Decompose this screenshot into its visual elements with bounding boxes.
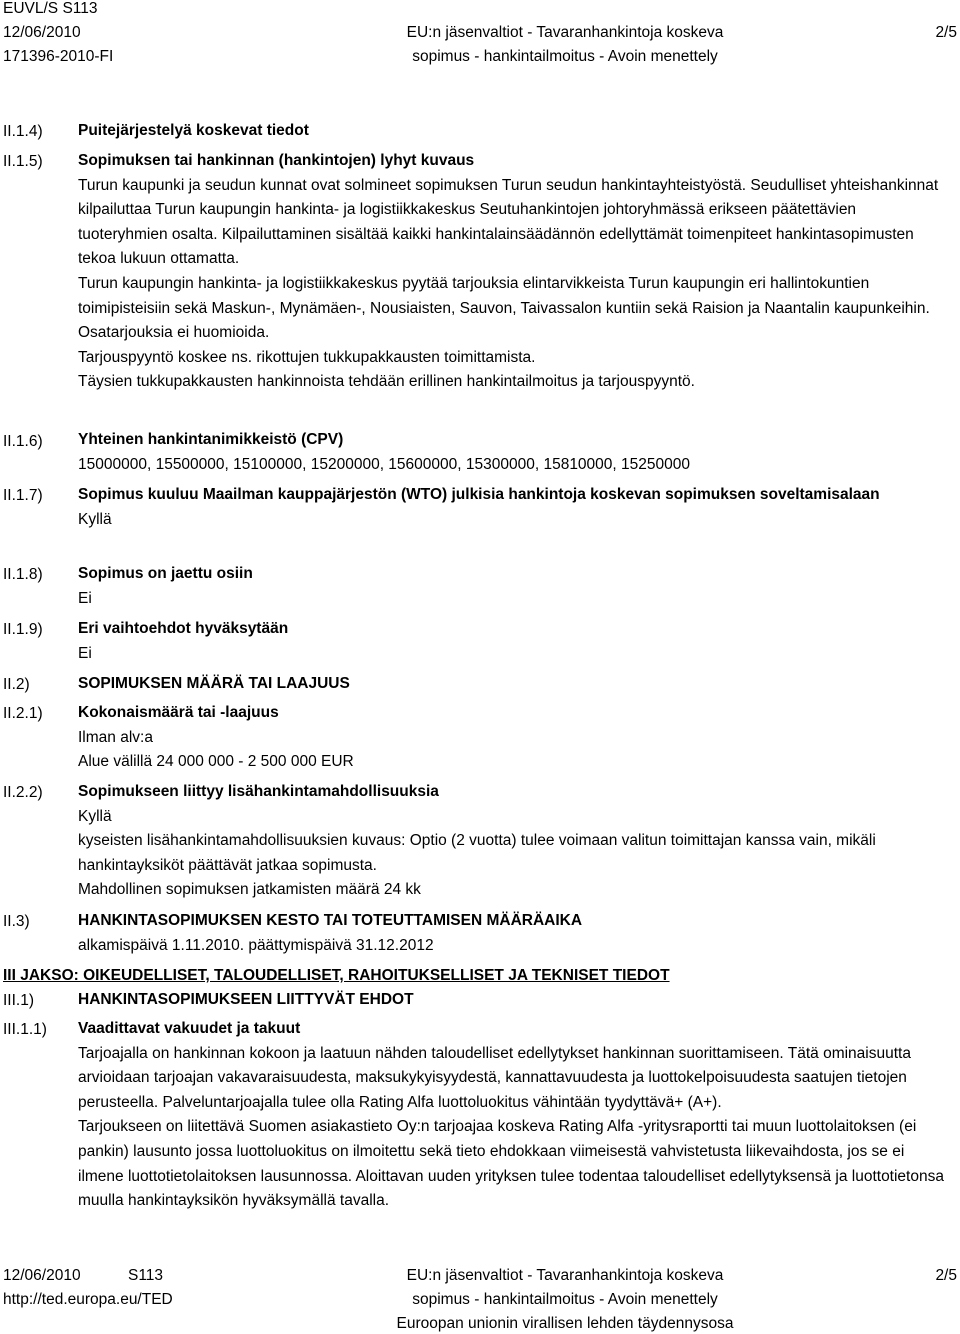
cpv-codes: 15000000, 15500000, 15100000, 15200000, 15600000, 15300000, 15810000, 15250000 [78, 455, 690, 473]
section-value: Ilman alv:a [78, 728, 153, 746]
section-body [78, 780, 948, 903]
section-body [78, 701, 948, 775]
section-heading: HANKINTASOPIMUKSEN KESTO TAI TOTEUTTAMISEN MÄÄRÄAIKA [78, 912, 583, 929]
section-body [78, 428, 948, 477]
footer-title-line1: EU:n jäsenvaltiot - Tavaranhankintoja koskeva [406, 1267, 724, 1284]
section-body [78, 909, 948, 958]
section-number: II.2.1) [3, 705, 43, 722]
section-number: II.1.5) [3, 153, 43, 170]
section-number: II.2.2) [3, 784, 43, 801]
section-number: II.1.4) [3, 123, 43, 140]
section-heading: Sopimukseen liittyy lisähankintamahdollisuuksia [78, 783, 439, 800]
footer-date: 12/06/2010 [3, 1267, 81, 1284]
section-heading: Kokonaismäärä tai -laajuus [78, 704, 279, 721]
section-number: II.1.7) [3, 487, 43, 504]
paragraph: Täysien tukkupakkausten hankinnoista tehdään erillinen hankintailmoitus ja tarjouspyyntö. [78, 373, 695, 391]
paragraph: Tarjoukseen on liitettävä Suomen asiakastieto Oy:n tarjoajaa koskeva Rating Alfa -yritysraportti tai muun luottolaitoksen (ei pankin) lausunto jossa luottoluokitus on ilmoitettu sekä tieto ehdokkaan viimeisestä vahvistetusta liikevaihdosta, jos se ei ilmene luottotietolaitoksen lausunnossa. Aloittavan uuden yrityksen tulee todentaa taloudelliset edellytyksensä ja luottotietonsa muulla hankintayksikön hyväksymällä tavalla. [78, 1118, 944, 1210]
section-value: Kyllä [78, 807, 112, 825]
header-title-line1: EU:n jäsenvaltiot - Tavaranhankintoja koskeva [406, 24, 724, 41]
paragraph: Osatarjouksia ei huomioida. [78, 324, 270, 342]
footer-url[interactable]: http://ted.europa.eu/TED [3, 1291, 173, 1308]
section-body [78, 149, 948, 395]
footer-title-line2: sopimus - hankintailmoitus - Avoin menettely [412, 1291, 718, 1308]
section-number: III.1.1) [3, 1021, 47, 1038]
header-ref: 171396-2010-FI [3, 48, 114, 65]
section-heading: Eri vaihtoehdot hyväksytään [78, 620, 289, 637]
section-body [78, 617, 948, 666]
header-date: 12/06/2010 [3, 24, 81, 41]
footer-page-number: 2/5 [935, 1267, 957, 1284]
section-body [78, 562, 948, 611]
section-value: alkamispäivä 1.11.2010. päättymispäivä 31.12.2012 [78, 936, 434, 954]
section-number: III.1) [3, 992, 35, 1009]
section-value: Ei [78, 644, 92, 662]
section-heading: Puitejärjestelyä koskevat tiedot [78, 122, 309, 139]
footer-title-line3: Euroopan unionin virallisen lehden täydennysosa [396, 1315, 734, 1332]
section-heading: Sopimuksen tai hankinnan (hankintojen) lyhyt kuvaus [78, 152, 475, 169]
footer-series: S113 [128, 1267, 164, 1284]
section-heading: SOPIMUKSEN MÄÄRÄ TAI LAAJUUS [78, 675, 350, 692]
section-number: II.2) [3, 676, 30, 693]
header-title-line2: sopimus - hankintailmoitus - Avoin menettely [412, 48, 718, 65]
paragraph: Turun kaupungin hankinta- ja logistiikkakeskus pyytää tarjouksia elintarvikkeista Turun kaupungin eri hallintokuntien toimipisteisiin sekä Maskun-, Mynämäen-, Nousiaisten, Sauvon, Taivassalon kuntiin sekä Raision ja Naantalin kaupunkeihin. [78, 274, 930, 317]
section-heading: Sopimus kuuluu Maailman kauppajärjestön (WTO) julkisia hankintoja koskevan sopimuksen soveltamisalaan [78, 486, 880, 503]
section-body [78, 483, 948, 532]
section-heading: Sopimus on jaettu osiin [78, 565, 253, 582]
section-number: II.1.8) [3, 566, 43, 583]
paragraph: kyseisten lisähankintamahdollisuuksien kuvaus: Optio (2 vuotta) tulee voimaan valitun toimittajan kanssa vain, mikäli hankintayksiköt päättävät jatkaa sopimusta. [78, 832, 876, 874]
paragraph: Tarjouspyyntö koskee ns. rikottujen tukkupakkausten toimittamista. [78, 348, 536, 366]
section-heading: Vaadittavat vakuudet ja takuut [78, 1020, 301, 1037]
section-body [78, 1017, 948, 1214]
part-heading: III JAKSO: OIKEUDELLISET, TALOUDELLISET, RAHOITUKSELLISET JA TEKNISET TIEDOT [3, 967, 670, 984]
section-value: Ei [78, 589, 92, 607]
section-number: II.1.6) [3, 433, 43, 450]
section-heading: Yhteinen hankintanimikkeistö (CPV) [78, 431, 344, 448]
paragraph: Mahdollinen sopimuksen jatkamisten määrä 24 kk [78, 881, 421, 899]
section-value: Kyllä [78, 510, 112, 528]
section-heading: HANKINTASOPIMUKSEEN LIITTYVÄT EHDOT [78, 991, 414, 1008]
section-value: Alue välillä 24 000 000 - 2 500 000 EUR [78, 753, 354, 771]
paragraph: Tarjoajalla on hankinnan kokoon ja laatuun nähden taloudelliset edellytykset hankinnan suorittamiseen. Tätä ominaisuutta arvioidaan tarjoajan vakavaraisuudesta, maksukykyisyydestä, kannattavuudesta ja luottokelpoisuudesta saatujen tietojen perusteella. Palveluntarjoajalla tulee olla Rating Alfa luottoluokitus vähintään tyydyttävä+ (A+). [78, 1044, 911, 1111]
paragraph: Turun kaupunki ja seudun kunnat ovat solmineet sopimuksen Turun seudun hankintayhteistyöstä. Seudulliset yhteishankinnat kilpailuttaa Turun kaupungin hankinta- ja logistiikkakeskus Seutuhankintojen johtoryhmässä erikseen päätettävien tuoteryhmien osalta. Kilpailuttaminen sisältää kaikki hankintalainsäädännön edellyttämät toimenpiteet hankintasopimusten tekoa lukuun ottamatta. [78, 176, 939, 268]
doc-id: EUVL/S S113 [3, 0, 98, 17]
section-number: II.3) [3, 913, 30, 930]
header-page-number: 2/5 [935, 24, 957, 41]
section-number: II.1.9) [3, 621, 43, 638]
